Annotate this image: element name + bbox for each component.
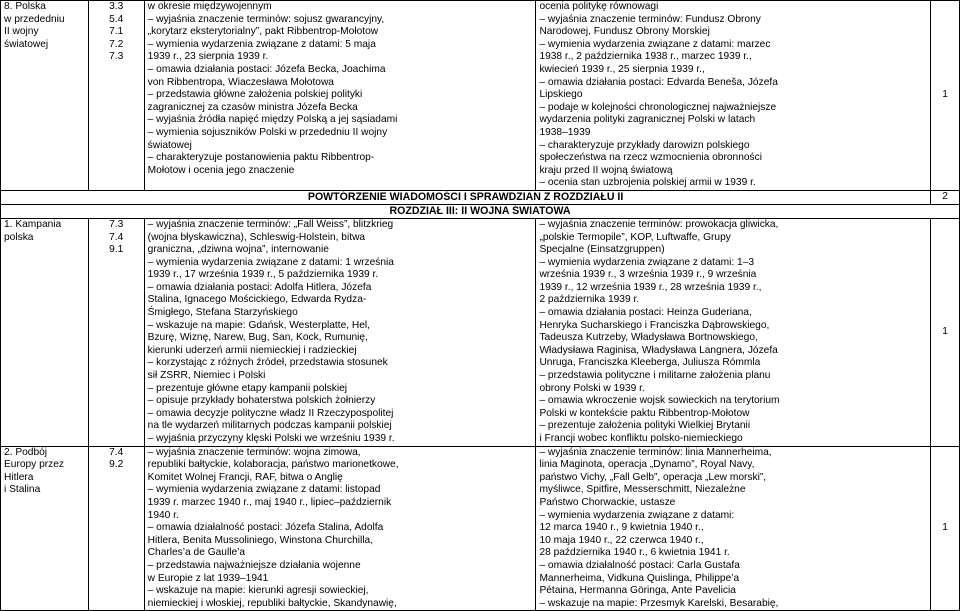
text-line: – omawia działania postaci: Edvarda Beneša, Józefa bbox=[539, 76, 778, 88]
topic-cell bbox=[1, 1, 89, 191]
hours-cell: 1 bbox=[931, 218, 960, 446]
text-line: – podaje w kolejności chronologicznej najważniejsze bbox=[539, 101, 777, 113]
text-line: światowej bbox=[4, 38, 49, 50]
text-line: 8. Polska bbox=[4, 1, 46, 12]
table-row bbox=[1, 218, 960, 446]
text-line: Unruga, Franciszka Kleeberga, Juliusza Rómmla bbox=[539, 357, 761, 369]
text-line: (wojna błyskawiczna), Schleswig-Holstein, bitwa bbox=[147, 231, 366, 243]
text-line: Lipskiego bbox=[539, 89, 583, 101]
text-line: Specjalne (Einsatzgruppen) bbox=[539, 244, 665, 256]
summary-hours: 2 bbox=[931, 190, 960, 204]
text-line: – wyjaśnia źródła napięć między Polską a jej sąsiadami bbox=[147, 114, 398, 126]
text-line: – wyjaśnia znaczenie terminów: prowokacja gliwicka, bbox=[539, 218, 779, 230]
text-line: – charakteryzuje przykłady darowizn polskiego bbox=[539, 139, 750, 151]
hours-cell: 1 bbox=[931, 1, 960, 191]
chapter-title: ROZDZIAŁ III: II WOJNA ŚWIATOWA bbox=[1, 204, 960, 218]
text-line: 7.1 bbox=[109, 26, 124, 38]
text-line: 1938 r., 2 października 1938 r., marzec 1939 r., bbox=[539, 51, 752, 63]
summary-label: POWTÓRZENIE WIADOMOŚCI I SPRAWDZIAN Z ROZDZIAŁU II bbox=[1, 190, 931, 204]
text-line: kwiecień 1939 r., 25 sierpnia 1939 r., bbox=[539, 63, 705, 75]
basic-requirements-cell bbox=[144, 446, 536, 611]
text-line: Mannerheima, Vidkuna Quislinga, Philippe’a bbox=[539, 572, 740, 584]
basic-requirements-cell bbox=[144, 1, 536, 191]
text-line: – przedstawia najważniejsze działania wojenne bbox=[147, 559, 361, 571]
text-line: 12 marca 1940 r., 9 kwietnia 1940 r., bbox=[539, 522, 704, 534]
text-line: – omawia działalność postaci: Józefa Stalina, Adolfa bbox=[147, 522, 384, 534]
text-line: – omawia działalność postaci: Carla Gustafa bbox=[539, 559, 740, 571]
text-line: 2. Podbój bbox=[4, 446, 48, 458]
text-line: – charakteryzuje postanowienia paktu Ribbentrop- bbox=[147, 152, 375, 164]
text-line: – ocenia stan uzbrojenia polskiej armii w 1939 r. bbox=[539, 177, 756, 189]
text-line: – wyjaśnia znaczenie terminów: Fundusz Obrony bbox=[539, 13, 761, 25]
text-line: Komitet Wolnej Francji, RAF, bitwa o Anglię bbox=[147, 471, 343, 483]
text-line: – omawia wkroczenie wojsk sowieckich na terytorium bbox=[539, 395, 780, 407]
basic-requirements-cell bbox=[144, 218, 536, 446]
text-line: – wyjaśnia znaczenie terminów: sojusz gwarancyjny, bbox=[147, 13, 385, 25]
text-line: Władysława Raginisa, Władysława Langnera, Józefa bbox=[539, 344, 778, 356]
text-line: – przedstawia polityczne i militarne założenia planu bbox=[539, 370, 771, 382]
text-line: „polskie Termopile”, KOP, Luftwaffe, Grupy bbox=[539, 231, 731, 243]
extended-requirements-cell bbox=[536, 218, 931, 446]
text-line: na tle wydarzeń militarnych podczas kampanii polskiej bbox=[147, 420, 392, 432]
hours-cell: 1 bbox=[931, 446, 960, 611]
text-line: Hitlera, Benita Mussoliniego, Winstona Churchilla, bbox=[147, 534, 374, 546]
text-line: światowej bbox=[147, 139, 192, 151]
text-line: w okresie międzywojennym bbox=[147, 1, 272, 12]
text-line: republiki bałtyckie, kolaboracja, państwo marionetkowe, bbox=[147, 459, 399, 471]
text-line: 7.3 bbox=[109, 218, 124, 230]
text-line: – wyjaśnia znaczenie terminów: linia Mannerheima, bbox=[539, 446, 772, 458]
text-line: września 1939 r., 3 września 1939 r., 9 września bbox=[539, 269, 757, 281]
table-row bbox=[1, 1, 960, 191]
refs-cell bbox=[88, 446, 144, 611]
text-line: – wskazuje na mapie: kierunki agresji sowieckiej, bbox=[147, 585, 369, 597]
text-line: 7.4 bbox=[109, 231, 124, 243]
text-line: kierunki uderzeń armii niemieckiej i radzieckiej bbox=[147, 344, 357, 356]
text-line: społeczeństwa na rzecz wzmocnienia obronności bbox=[539, 152, 762, 164]
text-line: – opisuje przykłady bohaterstwa polskich żołnierzy bbox=[147, 395, 376, 407]
text-line: – wyjaśnia znaczenie terminów: wojna zimowa, bbox=[147, 446, 361, 458]
text-line: 1939 r., 12 września 1939 r., 28 września 1939 r., bbox=[539, 281, 762, 293]
text-line: – wymienia wydarzenia związane z datami: 5 maja bbox=[147, 38, 376, 50]
text-line: 7.2 bbox=[109, 38, 124, 50]
text-line: myśliwce, Spitfire, Messerschmitt, Niezależne bbox=[539, 484, 746, 496]
text-line: – omawia działania postaci: Adolfa Hitlera, Józefa bbox=[147, 281, 372, 293]
text-line: – prezentuje główne etapy kampanii polskiej bbox=[147, 382, 348, 394]
extended-requirements-cell bbox=[536, 1, 931, 191]
text-line: – omawia działania postaci: Józefa Becka, Joachima bbox=[147, 63, 386, 75]
text-line: 1939 r., 17 września 1939 r., 5 października 1939 r. bbox=[147, 269, 379, 281]
text-line: Narodowej, Fundusz Obrony Morskiej bbox=[539, 26, 710, 38]
text-line: Stalina, Ignacego Mościckiego, Edwarda Rydza- bbox=[147, 294, 367, 306]
refs-cell bbox=[88, 218, 144, 446]
text-line: – omawia decyzje polityczne władz II Rzeczypospolitej bbox=[147, 407, 394, 419]
text-line: kraju przed II wojną światową bbox=[539, 164, 673, 176]
text-line: – wymienia wydarzenia związane z datami: bbox=[539, 509, 735, 521]
text-line: – przedstawia główne założenia polskiej polityki bbox=[147, 89, 363, 101]
text-line: 1939 r., 23 sierpnia 1939 r. bbox=[147, 51, 269, 63]
text-line: ocenia politykę równowagi bbox=[539, 1, 659, 12]
text-line: i Stalina bbox=[4, 484, 41, 496]
text-line: – omawia działania postaci: Heinza Guderiana, bbox=[539, 307, 752, 319]
chapter-row bbox=[1, 204, 960, 218]
text-line: 1940 r. bbox=[147, 509, 179, 521]
text-line: 1. Kampania bbox=[4, 218, 62, 230]
text-line: 7.3 bbox=[109, 51, 124, 63]
text-line: linia Maginota, operacja „Dynamo”, Royal Navy, bbox=[539, 459, 755, 471]
text-line: II wojny bbox=[4, 26, 39, 38]
text-line: i Francji wobec konfliktu polsko-niemieckiego bbox=[539, 433, 743, 444]
text-line: 1938–1939 bbox=[539, 126, 591, 138]
text-line: 2 października 1939 r. bbox=[539, 294, 640, 306]
text-line: 9.2 bbox=[109, 459, 124, 471]
table-row bbox=[1, 446, 960, 611]
text-line: Mołotow i ocenia jego znaczenie bbox=[147, 164, 295, 176]
text-line: – wymienia wydarzenia związane z datami: 1–3 bbox=[539, 256, 755, 268]
text-line: 5.4 bbox=[109, 13, 124, 25]
text-line: 28 października 1940 r., 6 kwietnia 1941 r. bbox=[539, 547, 730, 559]
text-line: w Europie z lat 1939–1941 bbox=[147, 572, 269, 584]
text-line: – wyjaśnia przyczyny klęski Polski we wrześniu 1939 r. bbox=[147, 433, 395, 444]
text-line: zagranicznej za czasów ministra Józefa Becka bbox=[147, 101, 358, 113]
text-line: polska bbox=[4, 231, 34, 243]
text-line: – wymienia wydarzenia związane z datami: 1 września bbox=[147, 256, 394, 268]
text-line: wydarzenia polityki zagranicznej Polski w latach bbox=[539, 114, 756, 126]
text-line: von Ribbentropa, Wiaczesława Mołotowa bbox=[147, 76, 334, 88]
text-line: państwo Vichy, „Fall Gelb”, operacja „Lew morski”, bbox=[539, 471, 767, 483]
text-line: Europy przez bbox=[4, 459, 65, 471]
text-line: Państwo Chorwackie, ustasze bbox=[539, 496, 676, 508]
text-line: graniczna, „dziwna wojna”, internowanie bbox=[147, 244, 329, 256]
text-line: – wyjaśnia znaczenie terminów: „Fall Weiss”, blitzkrieg bbox=[147, 218, 394, 230]
topic-cell bbox=[1, 218, 89, 446]
text-line: niemieckiej i włoskiej, republiki bałtyckie, Skandynawię, bbox=[147, 597, 397, 609]
text-line: – korzystając z różnych źródeł, przedstawia stosunek bbox=[147, 357, 388, 369]
text-line: Polski w kontekście paktu Ribbentrop-Mołotow bbox=[539, 407, 750, 419]
text-line: – wymienia wydarzenia związane z datami: marzec bbox=[539, 38, 771, 50]
text-line: obrony Polski w 1939 r. bbox=[539, 382, 645, 394]
text-line: Charles’a de Gaulle’a bbox=[147, 547, 246, 559]
text-line: Henryka Sucharskiego i Franciszka Dąbrowskiego, bbox=[539, 319, 770, 331]
extended-requirements-cell bbox=[536, 446, 931, 611]
text-line: – wskazuje na mapie: Przesmyk Karelski, Besarabię, bbox=[539, 597, 779, 609]
refs-cell bbox=[88, 1, 144, 191]
text-line: w przededniu bbox=[4, 13, 65, 25]
text-line: 9.1 bbox=[109, 244, 124, 256]
text-line: 1939 r. marzec 1940 r., maj 1940 r., lipiec–październik bbox=[147, 496, 392, 508]
text-line: sił ZSRR, Niemiec i Polski bbox=[147, 370, 266, 382]
text-line: Bzurę, Wiznę, Narew, Bug, San, Kock, Rumunię, bbox=[147, 332, 368, 344]
text-line: – wskazuje na mapie: Gdańsk, Westerplatte, Hel, bbox=[147, 319, 371, 331]
text-line: – wymienia sojuszników Polski w przededniu II wojny bbox=[147, 126, 388, 138]
text-line: – prezentuje założenia polityki Wielkiej Brytanii bbox=[539, 420, 751, 432]
text-line: Pétaina, Hermanna Göringa, Ante Pavelicia bbox=[539, 585, 736, 597]
text-line: Tadeusza Kutrzeby, Władysława Bortnowskiego, bbox=[539, 332, 758, 344]
text-line: 10 maja 1940 r., 22 czerwca 1940 r., bbox=[539, 534, 704, 546]
text-line: Hitlera bbox=[4, 471, 34, 483]
text-line: Śmigłego, Stefana Starzyńskiego bbox=[147, 307, 298, 319]
topic-cell bbox=[1, 446, 89, 611]
text-line: 3.3 bbox=[109, 1, 124, 12]
summary-row bbox=[1, 190, 960, 204]
text-line: – wymienia wydarzenia związane z datami: listopad bbox=[147, 484, 381, 496]
text-line: „korytarz eksterytorialny”, pakt Ribbentrop-Mołotow bbox=[147, 26, 379, 38]
text-line: 7.4 bbox=[109, 446, 124, 458]
